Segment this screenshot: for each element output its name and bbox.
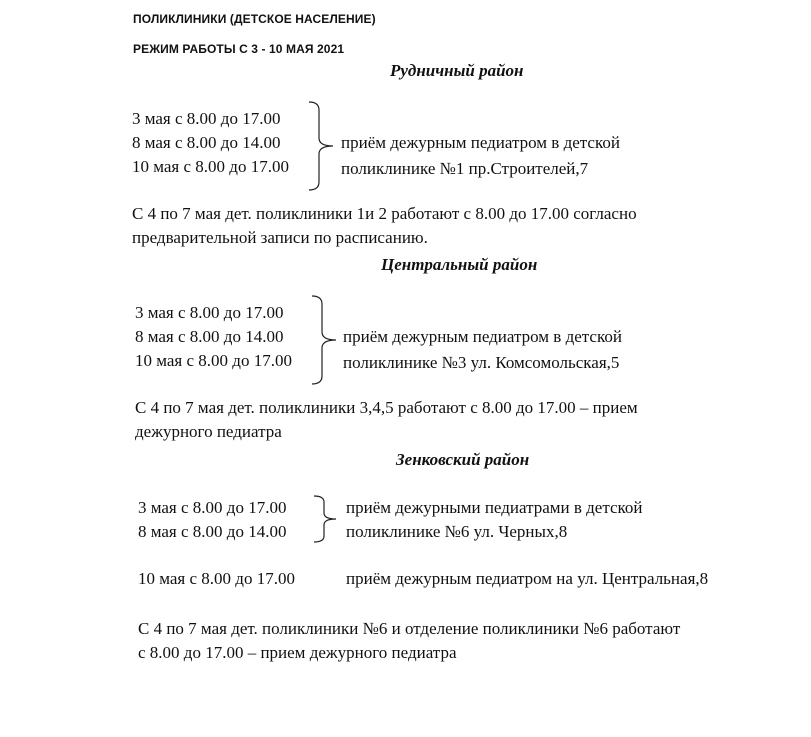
note-line-2: предварительной записи по расписанию.: [132, 228, 428, 247]
schedule-line: 3 мая с 8.00 до 17.00: [132, 109, 281, 128]
note-line-1: С 4 по 7 мая дет. поликлиники 1и 2 работают с 8.00 до 17.00 согласно: [132, 204, 637, 223]
header-line-1: ПОЛИКЛИНИКИ (ДЕТСКОЕ НАСЕЛЕНИЕ): [133, 12, 376, 26]
note-line-1: С 4 по 7 мая дет. поликлиники 3,4,5 работают с 8.00 до 17.00 – прием: [135, 398, 638, 417]
schedule-line: 10 мая с 8.00 до 17.00: [132, 157, 289, 176]
section-title-central: Центральный район: [381, 255, 538, 274]
duty-text-line-2: поликлинике №6 ул. Черных,8: [346, 522, 568, 541]
duty-text-line-1: приём дежурным педиатром в детской: [343, 327, 622, 346]
note-line-1: С 4 по 7 мая дет. поликлиники №6 и отделение поликлиники №6 работают: [138, 619, 681, 638]
note-line-2: дежурного педиатра: [135, 422, 282, 441]
duty-text-line-1: приём дежурными педиатрами в детской: [346, 498, 643, 517]
duty-text-line-2: поликлинике №1 пр.Строителей,7: [341, 159, 589, 178]
schedule-line: 3 мая с 8.00 до 17.00: [138, 498, 287, 517]
header-line-2: РЕЖИМ РАБОТЫ С 3 - 10 МАЯ 2021: [133, 42, 345, 56]
schedule-line: 8 мая с 8.00 до 14.00: [132, 133, 281, 152]
extra-duty-text: приём дежурным педиатром на ул. Центральная,8: [346, 569, 709, 588]
note-line-2: с 8.00 до 17.00 – прием дежурного педиатра: [138, 643, 457, 662]
brace-icon: [308, 294, 343, 386]
schedule-line: 8 мая с 8.00 до 14.00: [138, 522, 287, 541]
brace-icon: [310, 494, 345, 544]
schedule-line: 10 мая с 8.00 до 17.00: [135, 351, 292, 370]
section-title-zenkovsky: Зенковский район: [396, 450, 530, 469]
schedule-line: 3 мая с 8.00 до 17.00: [135, 303, 284, 322]
duty-text-line-1: приём дежурным педиатром в детской: [341, 133, 620, 152]
brace-icon: [305, 100, 340, 192]
duty-text-line-2: поликлинике №3 ул. Комсомольская,5: [343, 353, 620, 372]
section-title-rudnichny: Рудничный район: [390, 61, 524, 80]
extra-date: 10 мая с 8.00 до 17.00: [138, 569, 295, 588]
schedule-line: 8 мая с 8.00 до 14.00: [135, 327, 284, 346]
